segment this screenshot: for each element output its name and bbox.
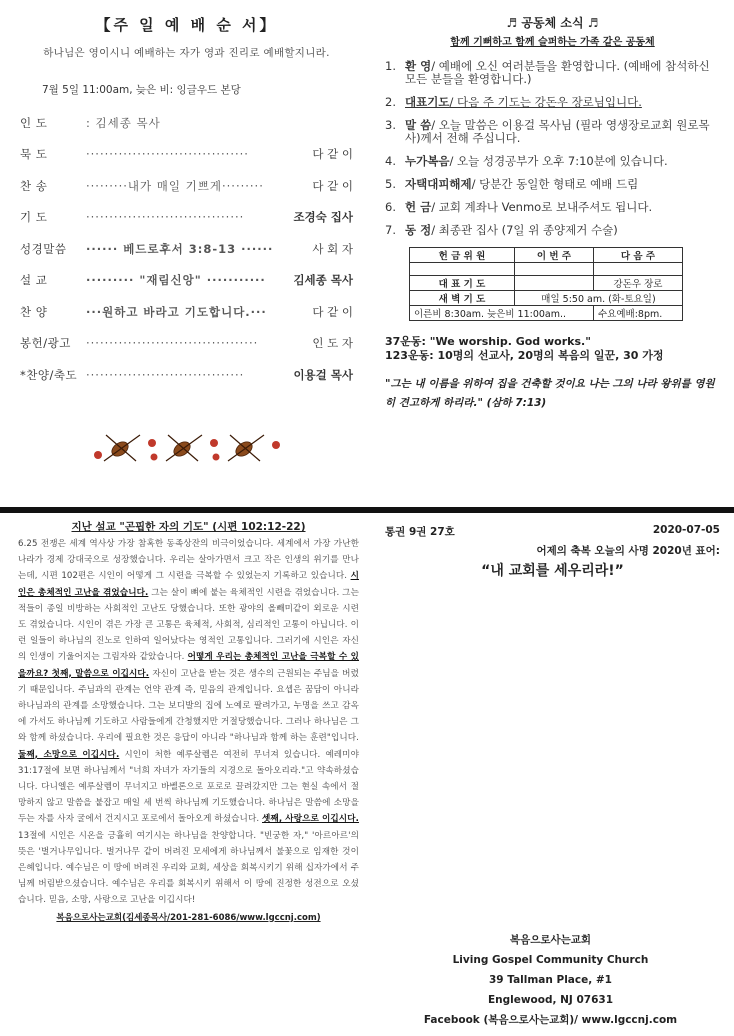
- news-number: 3.: [385, 118, 396, 132]
- motto-block: [385, 335, 720, 363]
- news-number: 4.: [385, 154, 396, 168]
- yearly-theme: “내 교회를 세우리라!”: [481, 563, 624, 579]
- sermon-paragraph: 6.25 전쟁은 세계 역사상 가장 참혹한 동족상잔의 비극이었습니다. 세계에서 가장 가난한 나라가 경제 강대국으로 성장했습니다. 우리는 살아가면서 크고 작은 인생의 위기를 만나는데, 시편 102편은 시인이 어떻게 그 시련을 극복할 수 있었는지 기록하고 있습니다.: [18, 539, 359, 582]
- order-label: 성경말씀: [20, 241, 67, 256]
- motto-123: 123운동: 10명의 선교사, 20명의 복음의 일꾼, 30 가정: [385, 349, 664, 362]
- order-scripture: ······ 베드로후서 3:8-13 ······: [86, 241, 274, 256]
- church-info: [367, 930, 734, 1030]
- news-number: 6.: [385, 200, 396, 214]
- order-person: 다 같 이: [312, 304, 353, 319]
- order-of-worship-panel: [0, 0, 367, 505]
- table-cell: 새 벽 기 도: [410, 291, 515, 306]
- order-dots: ··································: [86, 367, 245, 382]
- news-head: 누가복음: [405, 154, 450, 168]
- order-person: 다 같 이: [312, 147, 353, 162]
- worship-title: 【주 일 예 배 순 서】: [95, 16, 278, 34]
- news-text: / 오늘 말씀은 이용걸 목사님 (필라 영생장로교회 원로목사)께서 전해 주십니다.: [405, 118, 710, 145]
- worship-subtitle: 하나님은 영이시니 예배하는 자가 영과 진리로 예배할지니라.: [43, 47, 330, 59]
- violin-icon: [92, 429, 282, 465]
- order-row: [20, 139, 353, 171]
- order-praise: ···원하고 바라고 기도합니다.···: [86, 304, 267, 319]
- church-web-link[interactable]: Facebook (복음으로사는교회)/ www.lgccnj.com: [423, 1014, 678, 1026]
- news-number: 7.: [385, 223, 396, 237]
- table-row: [410, 306, 683, 321]
- cover-panel: [367, 515, 734, 1036]
- order-leader: : 김세종 목사: [86, 115, 161, 130]
- order-row: [20, 233, 353, 265]
- sermon-paragraph: 시인이 처한 예루살렘은 여전히 무너져 있습니다. 예레미야 31:17절에 보면 하나님께서 "너희 자녀가 자기들의 지경으로 돌아오리라."고 약속하셨습니다. 다니엘은 예루살렘이 무너지고 바벨론으로 포로로 끌려갔지만 그는 현실 속에서 절망하지 않고 말씀을 붙잡고 매일 세 번씩 하나님께 기도했습니다. 하나님은 말씀에 소망을 두는 자를 사자 굴에서 건지시고 포로에서 돌아오게 하셨습니다.: [18, 749, 359, 825]
- sermon-summary-panel: [0, 515, 367, 1036]
- order-dots: ·····································: [86, 336, 259, 351]
- sermon-point: 셋째, 사랑으로 이깁시다.: [262, 814, 359, 825]
- order-label: 기 도: [20, 210, 48, 225]
- news-head: 동 정: [405, 223, 432, 237]
- table-cell: 매일 5:50 am. (화-토요일): [515, 291, 683, 306]
- theme-line: 어제의 축복 오늘의 사명 2020년 표어:: [536, 545, 720, 557]
- table-cell: [594, 263, 683, 276]
- news-text: / 오늘 성경공부가 오후 7:10분에 있습니다.: [449, 154, 668, 168]
- list-item: [385, 96, 720, 109]
- table-cell: [515, 276, 594, 291]
- church-name-en: Living Gospel Community Church: [452, 954, 649, 966]
- news-number: 1.: [385, 59, 396, 73]
- order-person: 김세종 목사: [293, 273, 353, 288]
- news-number: 5.: [385, 177, 396, 191]
- list-item: [385, 60, 720, 86]
- violin-rose-ornament: [20, 429, 353, 471]
- church-address-line1: 39 Tallman Place, #1: [489, 974, 612, 986]
- issue-number: 통권 9권 27호: [385, 526, 455, 538]
- order-label: 찬 송: [20, 178, 48, 193]
- sermon-point: 둘째, 소망으로 이깁시다.: [18, 749, 120, 760]
- issue-row: [385, 524, 720, 539]
- table-cell: [410, 263, 515, 276]
- sermon-paragraph: 그는 살이 뼈에 붙는 육체적인 시련을 겪었습니다. 그는 적들이 종일 비방하는 사회적인 고난도 당했습니다. 또한 광야의 올빼미같이 외로운 시련도 겪었습니다. 시인이 겪은 가장 큰 고통은 육체적, 사회적, 심리적인 고통이 아닙니다. 이런 일들이 하나님의 진노로 인하여 일어났다는 영적인 고통입니다. 그러기에 시인은 자신의 인생이 기울어지는 그림자와 같았습니다.: [18, 587, 359, 663]
- news-text: / 교회 계좌나 Venmo로 보내주셔도 됩니다.: [431, 200, 653, 214]
- order-dots: ···································: [86, 147, 249, 162]
- order-row: [20, 359, 353, 391]
- list-item: [385, 201, 720, 214]
- order-person: 다 같 이: [312, 178, 353, 193]
- table-cell: 수요예배:8pm.: [594, 306, 683, 321]
- verse: "그는 내 이름을 위하여 집을 건축할 것이요 나는 그의 나라 왕위를 영원히 견고하게 하리라." (삼하 7:13): [385, 378, 715, 409]
- page-divider: [0, 507, 734, 513]
- church-name-kr: 복음으로사는교회: [509, 934, 592, 946]
- table-row: [410, 276, 683, 291]
- news-head: 말 씀: [405, 118, 432, 132]
- table-header: 다 음 주: [594, 248, 683, 263]
- table-row: [410, 291, 683, 306]
- sermon-point: 시인은 총체적인 고난을 겪었습니다.: [18, 571, 359, 598]
- order-label: 찬 양: [20, 304, 48, 319]
- order-person: 조경숙 집사: [293, 210, 353, 225]
- order-row: [20, 296, 353, 328]
- order-label: 설 교: [20, 273, 48, 288]
- sermon-paragraph: 13절에 시인은 시온을 긍휼히 여기시는 하나님을 찬양합니다. "빈궁한 자," '아르아르'의 뜻은 '벌거나무입니다. 벌거나무 같이 버려진 모세에게 하나님께서 불꽃으로 임재한 것이 은혜입니다. 예수님은 이 땅에 버려진 우리와 교회, 세상을 회복시키기 위해 십자가에서 주님께 버림받으셨습니다. 예수님은 우리를 회복시키 위해서 이 땅에 진정한 성전으로 오셨습니다. 믿음, 소망, 사랑으로 고난을 이깁시다!: [18, 830, 359, 906]
- order-person: 이용걸 목사: [293, 367, 353, 382]
- order-hymn: ·········내가 매일 기쁘게·········: [86, 178, 264, 193]
- order-row: [20, 107, 353, 139]
- offering-schedule-table: [409, 247, 683, 321]
- list-item: [385, 224, 720, 237]
- church-contact-footer: 복음으로사는교회(김세종목사/201-281-6086/www.lgccnj.com): [56, 912, 321, 923]
- news-number: 2.: [385, 95, 396, 109]
- order-label: 묵 도: [20, 147, 48, 162]
- community-news-panel: [367, 0, 734, 505]
- news-text: / 당분간 동일한 형태로 예배 드림: [471, 177, 639, 191]
- list-item: [385, 178, 720, 191]
- table-row: [410, 248, 683, 263]
- table-row: [410, 263, 683, 276]
- motto-37: 37운동: "We worship. God works.": [385, 335, 591, 348]
- table-header: 이 번 주: [515, 248, 594, 263]
- order-row: [20, 328, 353, 360]
- church-address-line2: Englewood, NJ 07631: [487, 994, 614, 1006]
- order-row: [20, 265, 353, 297]
- sermon-paragraph: 자신이 고난을 받는 것은 생수의 근원되는 주님을 버렸기 때문입니다. 주님과의 관계는 언약 관계 즉, 믿음의 관계입니다. 요셉은 꿈담이 아니라 하나님과의 관계를 소망했습니다. 그는 보디발의 집에 노예로 팔려가고, 누명을 쓰고 감옥에 가서도 하나님께 기도하고 사람들에게 간청했지만 거절당했습니다. 그러나 하나님은 그와 함께 하셨습니다. 우리에 필요한 것은 응답이 아니라 "하나님과 함께 하는 훈련"입니다.: [18, 668, 359, 744]
- table-cell: 대 표 기 도: [410, 276, 515, 291]
- order-label: 봉헌/광고: [20, 336, 71, 351]
- table-cell: 이른비 8:30am. 늦은비 11:00am..: [410, 306, 594, 321]
- order-sermon: ········· "재림신앙" ···········: [86, 273, 266, 288]
- order-person: 인 도 자: [312, 336, 353, 351]
- news-head: 환 영: [405, 59, 432, 73]
- news-head: 헌 금: [405, 200, 432, 214]
- sermon-text: [18, 536, 359, 909]
- worship-date-line: 7월 5일 11:00am, 늦은 비: 잉글우드 본당: [42, 84, 241, 96]
- news-head: 대표기도: [405, 95, 450, 109]
- sermon-point: 어떻게 우리는 총체적인 고난을 극복할 수 있을까요? 첫째, 말씀으로 이깁시다.: [18, 652, 360, 679]
- order-row: [20, 170, 353, 202]
- news-text: / 예배에 오신 여러분들을 환영합니다. (예배에 참석하신 모든 분들을 환영합니다.): [405, 59, 710, 86]
- issue-date: 2020-07-05: [652, 524, 720, 536]
- news-text: / 최종관 집사 (7일 위 종양제거 수술): [431, 223, 618, 237]
- order-row: [20, 202, 353, 234]
- news-title: ♬ 공동체 소식 ♬: [506, 16, 599, 30]
- news-subtitle: 함께 기뻐하고 함께 슬퍼하는 가족 같은 공동체: [450, 37, 655, 48]
- sermon-title: 지난 설교 "곤핍한 자의 기도" (시편 102:12-22): [71, 521, 306, 533]
- order-label: 인 도: [20, 115, 48, 130]
- table-cell: [515, 263, 594, 276]
- table-header: 헌 금 위 원: [410, 248, 515, 263]
- order-label: *찬양/축도: [20, 367, 78, 382]
- news-list: [385, 60, 720, 237]
- worship-order-list: [20, 107, 353, 391]
- order-dots: ··································: [86, 210, 245, 225]
- table-cell: 강돈우 장로: [594, 276, 683, 291]
- list-item: [385, 119, 720, 145]
- news-head: 자택대피해제: [405, 177, 472, 191]
- order-person: 사 회 자: [312, 241, 353, 256]
- list-item: [385, 155, 720, 168]
- news-text: / 다음 주 기도는 강돈우 장로님입니다.: [449, 95, 642, 109]
